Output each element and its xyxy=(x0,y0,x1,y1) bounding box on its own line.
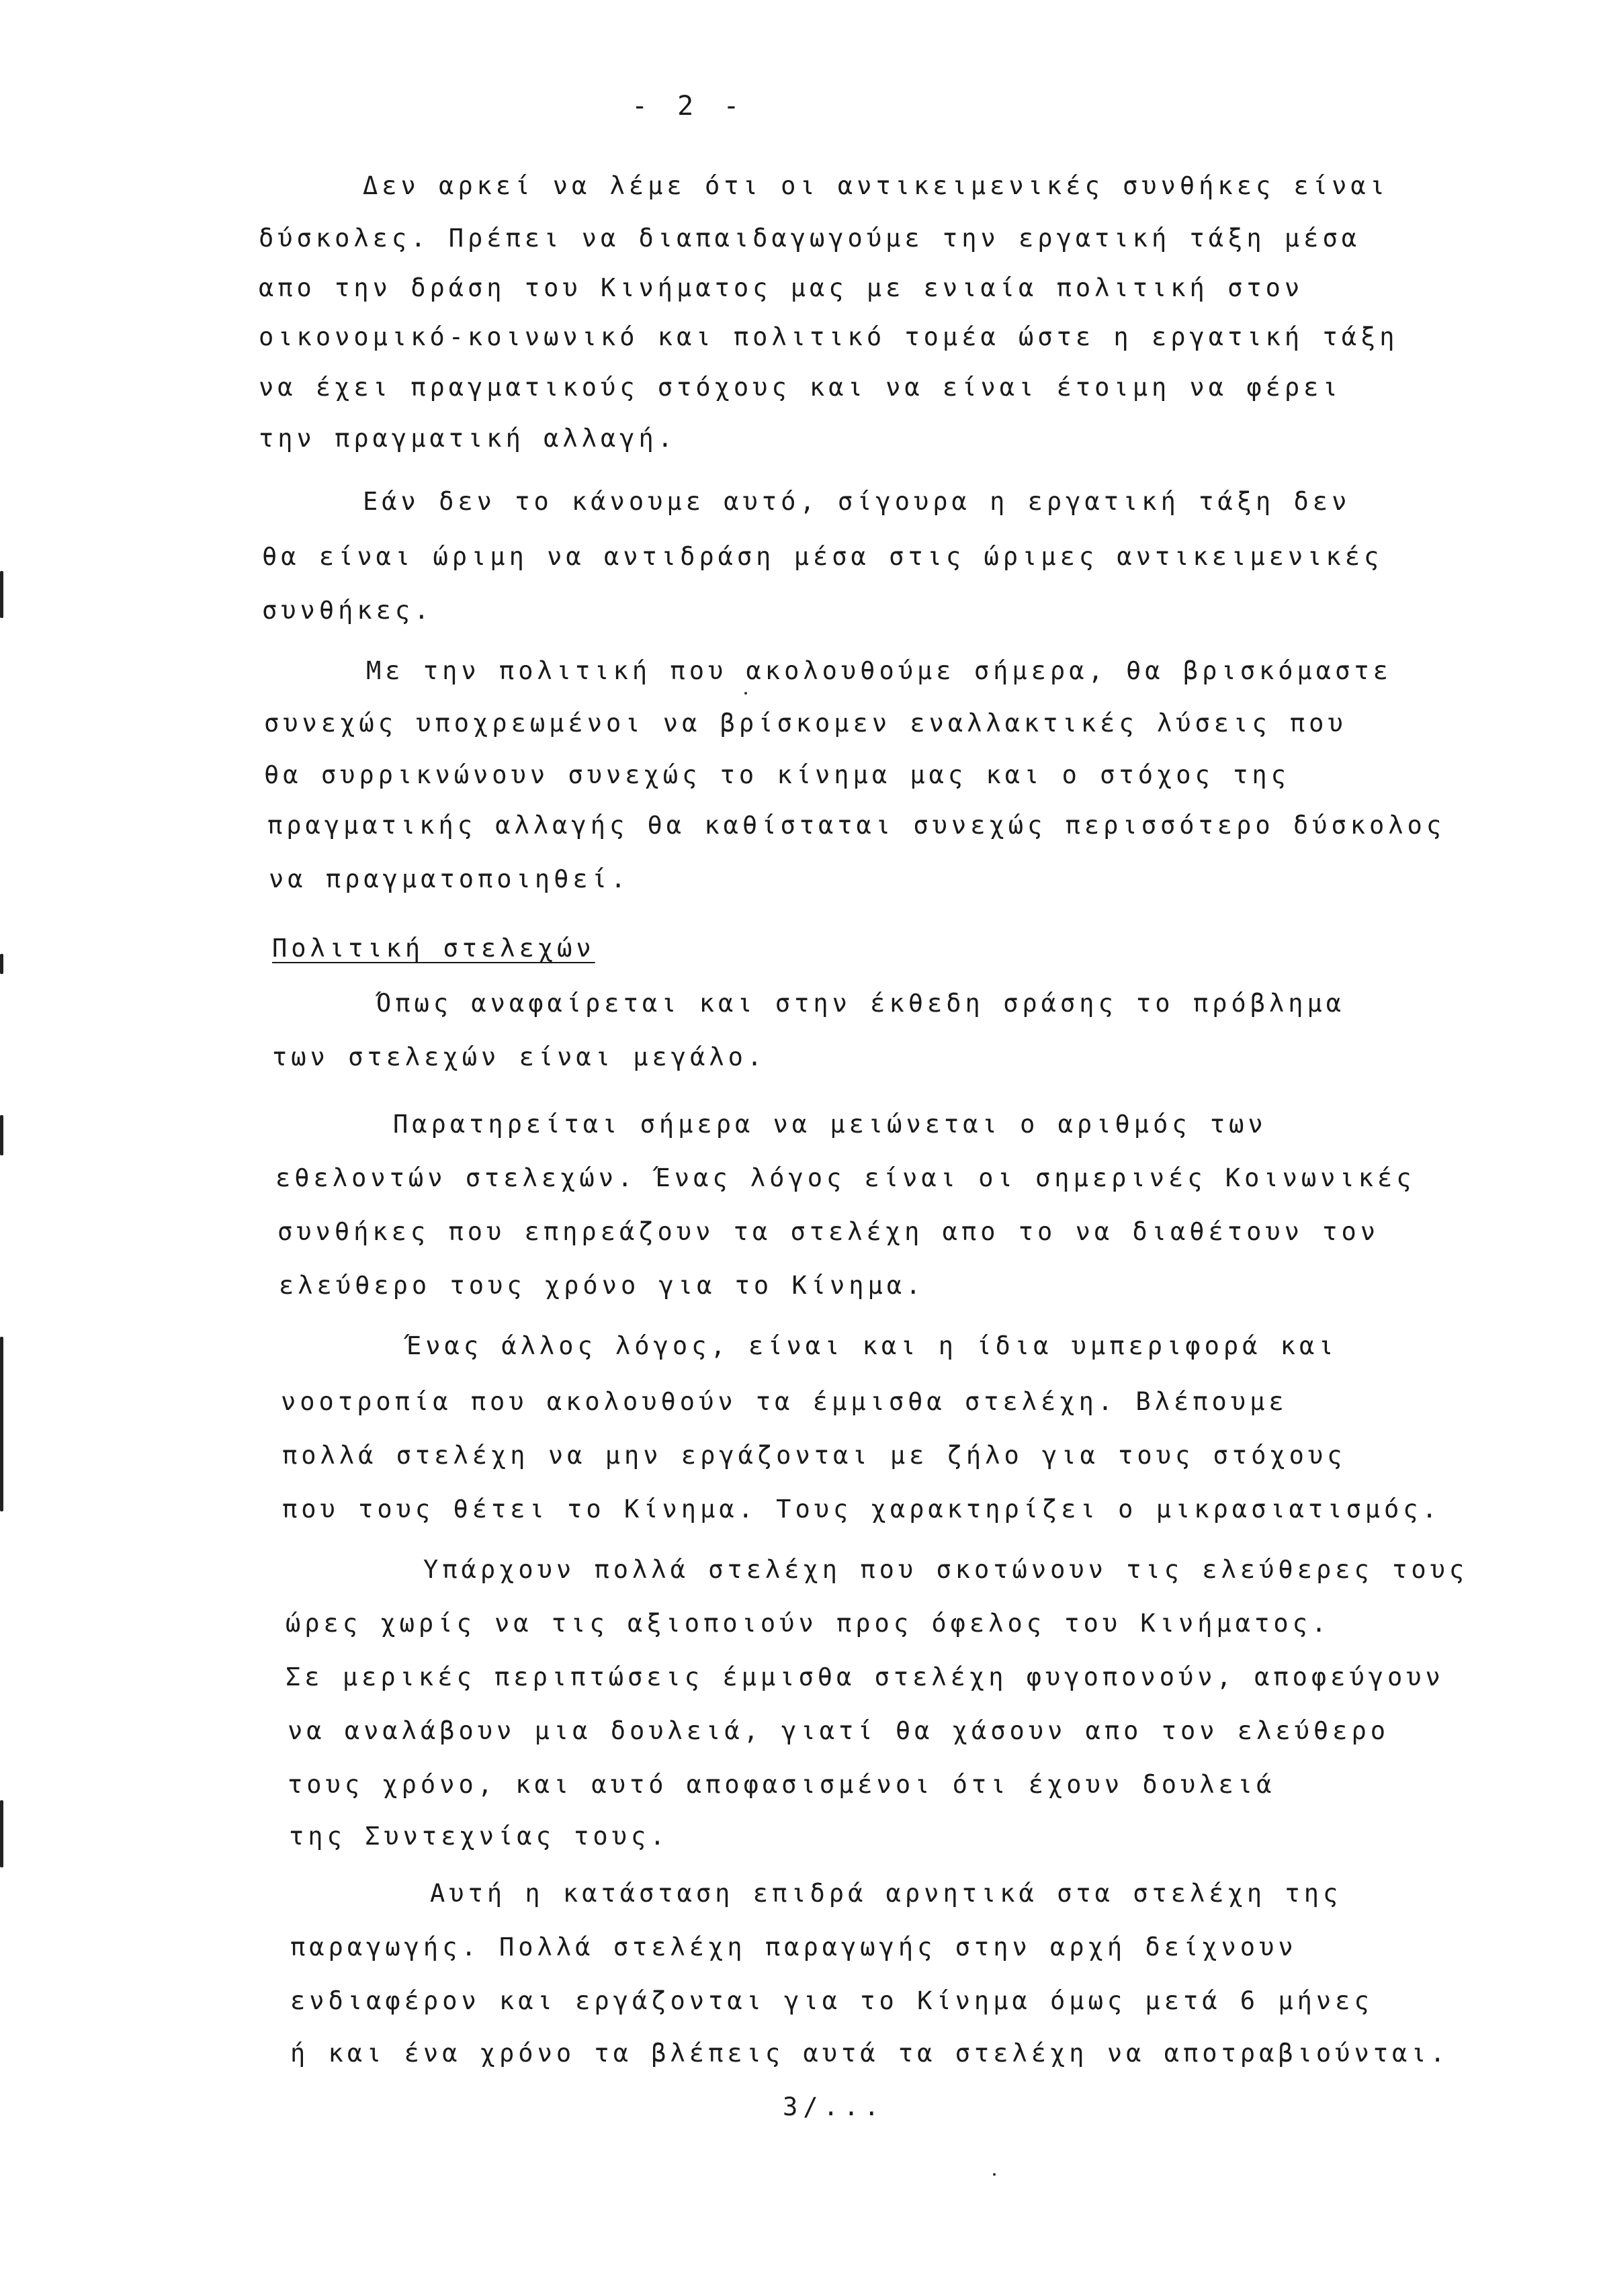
continuation-marker: 3/... xyxy=(783,2092,885,2121)
paragraph-line: απο την δράση του Κινήματος μας με ενιαία πολιτική στον xyxy=(259,273,1304,302)
paragraph-line: Σε μερικές περιπτώσεις έμμισθα στελέχη φυγοπονούν, αποφεύγουν xyxy=(286,1663,1444,1691)
scan-speck xyxy=(744,692,747,695)
paragraph-line: να αναλάβουν μια δουλειά, γιατί θα χάσουν απο τον ελεύθερο xyxy=(288,1716,1390,1745)
section-heading: Πολιτική στελεχών xyxy=(272,934,595,963)
paragraph-line: συνθήκες που επηρεάζουν τα στελέχη απο το να διαθέτουν τον xyxy=(277,1217,1380,1246)
paragraph-line: νοοτροπία που ακολουθούν τα έμμισθα στελέχη. Βλέπουμε xyxy=(281,1387,1288,1416)
paragraph-line: θα είναι ώριμη να αντιδράση μέσα στις ώριμες αντικειμενικές xyxy=(262,542,1383,571)
paragraph-line: Αυτή η κατάσταση επιδρά αρνητικά στα στελέχη της xyxy=(430,1879,1342,1908)
paragraph-line: την πραγματική αλλαγή. xyxy=(259,424,677,453)
paragraph-line: ή και ένα χρόνο τα βλέπεις αυτά τα στελέχη να αποτραβιούνται. xyxy=(290,2039,1449,2068)
paragraph-line: θα συρρικνώνουν συνεχώς το κίνημα μας και ο στόχος της xyxy=(264,760,1290,789)
paragraph-line: Εάν δεν το κάνουμε αυτό, σίγουρα η εργατική τάξη δεν xyxy=(363,487,1351,516)
paragraph-line: συνεχώς υποχρεωμένοι να βρίσκομεν εναλλακτικές λύσεις που xyxy=(264,709,1347,738)
paragraph-line: δύσκολες. Πρέπει να διαπαιδαγωγούμε την εργατική τάξη μέσα xyxy=(259,224,1361,253)
scan-edge-mark xyxy=(0,1800,3,1867)
paragraph-line: εθελοντών στελεχών. Ένας λόγος είναι οι σημερινές Κοινωνικές xyxy=(275,1163,1416,1192)
paragraph-line: οικονομικό-κοινωνικό και πολιτικό τομέα ώστε η εργατική τάξη xyxy=(259,322,1399,351)
paragraph-line: ώρες χωρίς να τις αξιοποιούν προς όφελος του Κινήματος. xyxy=(286,1609,1331,1638)
paragraph-line: τους χρόνο, και αυτό αποφασισμένοι ότι έχουν δουλειά xyxy=(288,1770,1276,1799)
paragraph-line: παραγωγής. Πολλά στελέχη παραγωγής στην αρχή δείχνουν xyxy=(290,1933,1297,1961)
scan-edge-mark xyxy=(0,571,3,618)
page-number: - 2 - xyxy=(632,91,746,122)
scan-edge-mark xyxy=(0,1115,3,1155)
paragraph-line: Με την πολιτική που ακολουθούμε σήμερα, θα βρισκόμαστε xyxy=(366,656,1392,685)
paragraph-line: Παρατηρείται σήμερα να μειώνεται ο αριθμός των xyxy=(393,1110,1267,1139)
paragraph-line: της Συντεχνίας τους. xyxy=(289,1822,669,1851)
paragraph-line: Υπάρχουν πολλά στελέχη που σκοτώνουν τις ελεύθερες τους xyxy=(423,1555,1469,1584)
scan-edge-mark xyxy=(0,1337,3,1511)
paragraph-line: ενδιαφέρον και εργάζονται για το Κίνημα όμως μετά 6 μήνες xyxy=(290,1986,1373,2015)
paragraph-line: των στελεχών είναι μεγάλο. xyxy=(272,1043,767,1071)
paragraph-line: συνθήκες. xyxy=(262,596,433,625)
paragraph-line: Όπως αναφαίρεται και στην έκθεδη σράσης το πρόβλημα xyxy=(376,989,1346,1018)
scan-speck xyxy=(993,2173,996,2176)
paragraph-line: που τους θέτει το Κίνημα. Τους χαρακτηρίζει ο μικρασιατισμός. xyxy=(282,1495,1441,1524)
paragraph-line: ελεύθερο τους χρόνο για το Κίνημα. xyxy=(279,1271,925,1300)
paragraph-line: πολλά στελέχη να μην εργάζονται με ζήλο για τους στόχους xyxy=(282,1441,1346,1470)
scan-edge-mark xyxy=(0,954,3,974)
paragraph-line: Ένας άλλος λόγος, είναι και η ίδια υμπεριφορά και xyxy=(406,1331,1338,1360)
paragraph-line: να πραγματοποιηθεί. xyxy=(269,865,630,893)
paragraph-line: Δεν αρκεί να λέμε ότι οι αντικειμενικές συνθήκες είναι xyxy=(363,171,1389,200)
paragraph-line: να έχει πραγματικούς στόχους και να είναι έτοιμη να φέρει xyxy=(259,373,1342,402)
paragraph-line: πραγματικής αλλαγής θα καθίσταται συνεχώς περισσότερο δύσκολος xyxy=(267,811,1446,840)
